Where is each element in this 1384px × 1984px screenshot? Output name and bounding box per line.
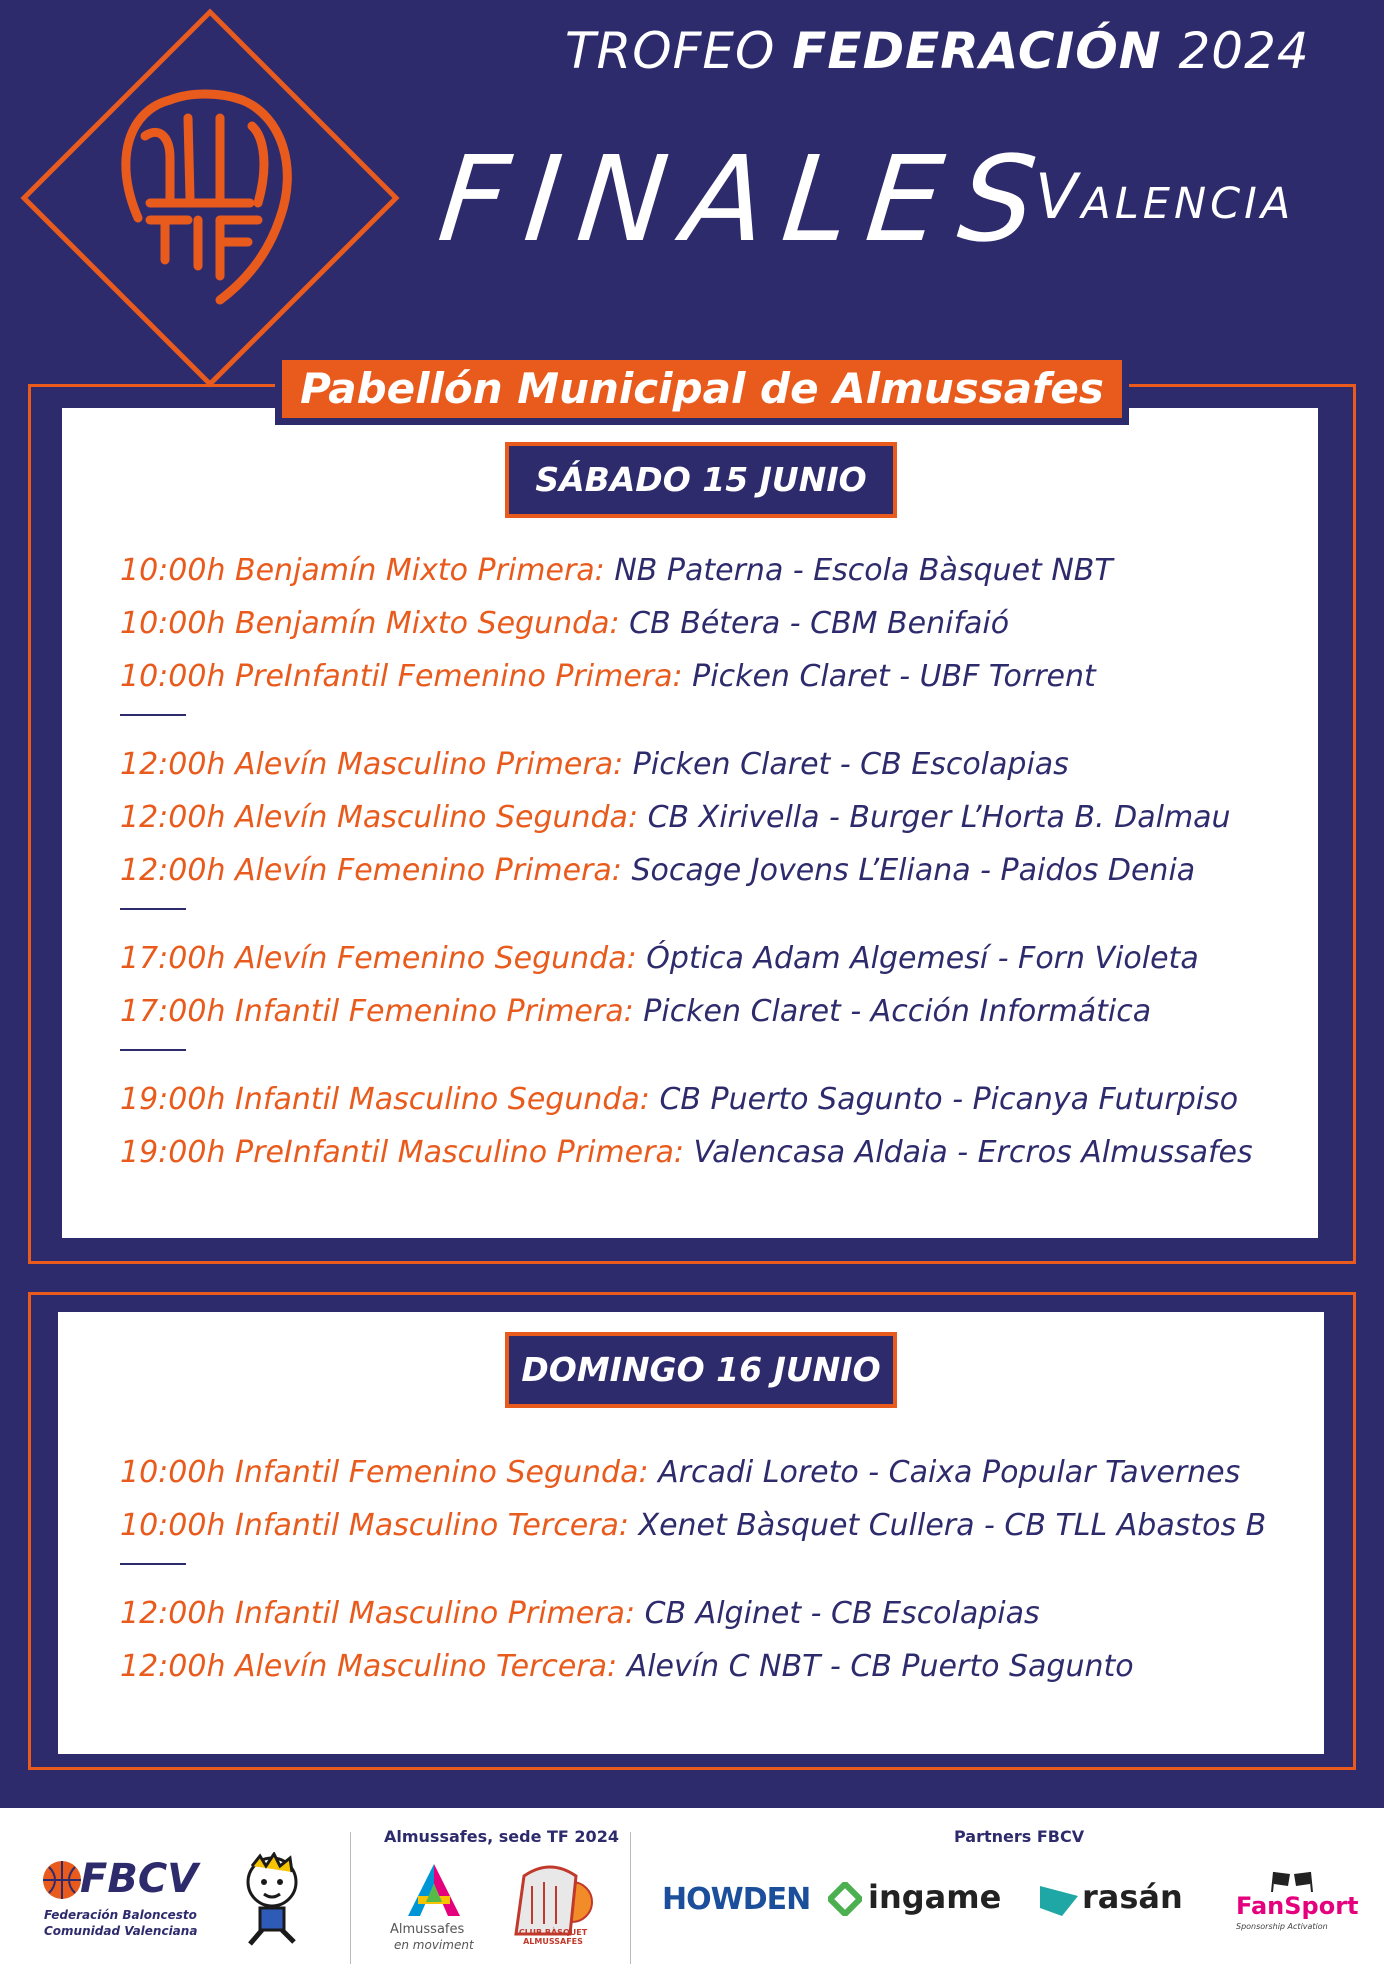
trofeo-federacion-logo — [20, 8, 400, 388]
saturday-group-3 — [120, 932, 1253, 1038]
group-divider — [120, 1049, 186, 1051]
venue-banner: Pabellón Municipal de Almussafes — [278, 356, 1126, 422]
fansport-tagline: Sponsorship Activation — [1236, 1922, 1328, 1931]
trofeo-prefix: TROFEO — [565, 22, 776, 80]
match-row: 12:00h Alevín Masculino Tercera: Alevín C NBT - CB Puerto Sagunto — [120, 1649, 1134, 1684]
match-row: 19:00h PreInfantil Masculino Primera: Valencasa Aldaia - Ercros Almussafes — [120, 1135, 1253, 1170]
footer-divider — [630, 1832, 631, 1964]
sunday-day-label: DOMINGO 16 JUNIO — [505, 1332, 897, 1408]
partner-fansport — [1232, 1870, 1359, 1940]
partners-label: Partners FBCV — [954, 1827, 1085, 1846]
match-row: 10:00h Infantil Femenino Segunda: Arcadi Loreto - Caixa Popular Tavernes — [120, 1455, 1241, 1490]
almussafes-a-icon — [404, 1862, 464, 1918]
match-row: 17:00h Infantil Femenino Primera: Picken Claret - Acción Informática — [120, 994, 1152, 1029]
fbcv-line2: Comunidad Valenciana — [44, 1924, 198, 1938]
match-row: 12:00h Alevín Femenino Primera: Socage Jovens L’Eliana - Paidos Denia — [120, 853, 1196, 888]
club-basquet-logo — [510, 1862, 596, 1952]
partner-howden: HOWDEN — [662, 1882, 811, 1917]
group-divider — [120, 908, 186, 910]
ingame-icon — [828, 1882, 862, 1916]
finales-title: FINALES — [432, 130, 1061, 268]
saturday-group-4 — [120, 1073, 1253, 1179]
club-basquet-name: CLUB BÀSQUET ALMUSSAFES — [518, 1928, 588, 1946]
saturday-games — [120, 544, 1253, 1179]
almussafes-name: Almussafes — [390, 1922, 465, 1937]
match-row: 12:00h Alevín Masculino Segunda: CB Xirivella - Burger L’Horta B. Dalmau — [120, 800, 1231, 835]
sede-label: Almussafes, sede TF 2024 — [384, 1827, 619, 1846]
group-divider — [120, 714, 186, 716]
match-row: 10:00h Benjamín Mixto Primera: NB Paterna - Escola Bàsquet NBT — [120, 553, 1113, 588]
saturday-group-1 — [120, 544, 1253, 703]
almussafes-logo — [384, 1862, 484, 1952]
ingame-wordmark: ingame — [868, 1878, 1002, 1916]
fbcv-wordmark: FBCV — [80, 1856, 199, 1902]
racing-flags-icon — [1270, 1870, 1314, 1892]
fbcv-logo — [40, 1852, 220, 1952]
trofeo-title — [565, 22, 1310, 80]
match-row: 17:00h Alevín Femenino Segunda: Óptica Adam Algemesí - Forn Violeta — [120, 941, 1199, 976]
match-row: 10:00h Benjamín Mixto Segunda: CB Bétera - CBM Benifaió — [120, 606, 1010, 641]
footer-divider — [350, 1832, 351, 1964]
sunday-group-2 — [120, 1587, 1266, 1693]
rasan-wordmark: rasán — [1082, 1878, 1183, 1916]
match-row: 10:00h Infantil Masculino Tercera: Xenet Bàsquet Cullera - CB TLL Abastos B — [120, 1508, 1267, 1543]
club-basquet-icon — [510, 1862, 596, 1938]
fbcv-line1: Federación Baloncesto — [44, 1908, 197, 1922]
match-row: 12:00h Alevín Masculino Primera: Picken Claret - CB Escolapias — [120, 747, 1069, 782]
trofeo-name: FEDERACIÓN — [792, 22, 1162, 80]
mascot-icon — [232, 1852, 312, 1950]
saturday-day-label: SÁBADO 15 JUNIO — [505, 442, 897, 518]
header — [0, 0, 1384, 380]
fansport-wordmark: FanSport — [1236, 1892, 1359, 1920]
sunday-group-1 — [120, 1446, 1266, 1552]
trofeo-year: 2024 — [1178, 22, 1310, 80]
rasan-icon — [1040, 1886, 1078, 1916]
saturday-group-2 — [120, 738, 1253, 897]
sunday-games — [120, 1446, 1266, 1693]
match-row: 10:00h PreInfantil Femenino Primera: Picken Claret - UBF Torrent — [120, 659, 1096, 694]
basketball-icon — [40, 1858, 84, 1902]
almussafes-tagline: en moviment — [394, 1938, 474, 1952]
match-row: 19:00h Infantil Masculino Segunda: CB Puerto Sagunto - Picanya Futurpiso — [120, 1082, 1239, 1117]
group-divider — [120, 1563, 186, 1565]
match-row: 12:00h Infantil Masculino Primera: CB Alginet - CB Escolapias — [120, 1596, 1040, 1631]
city-title: Valencia — [1035, 160, 1295, 233]
